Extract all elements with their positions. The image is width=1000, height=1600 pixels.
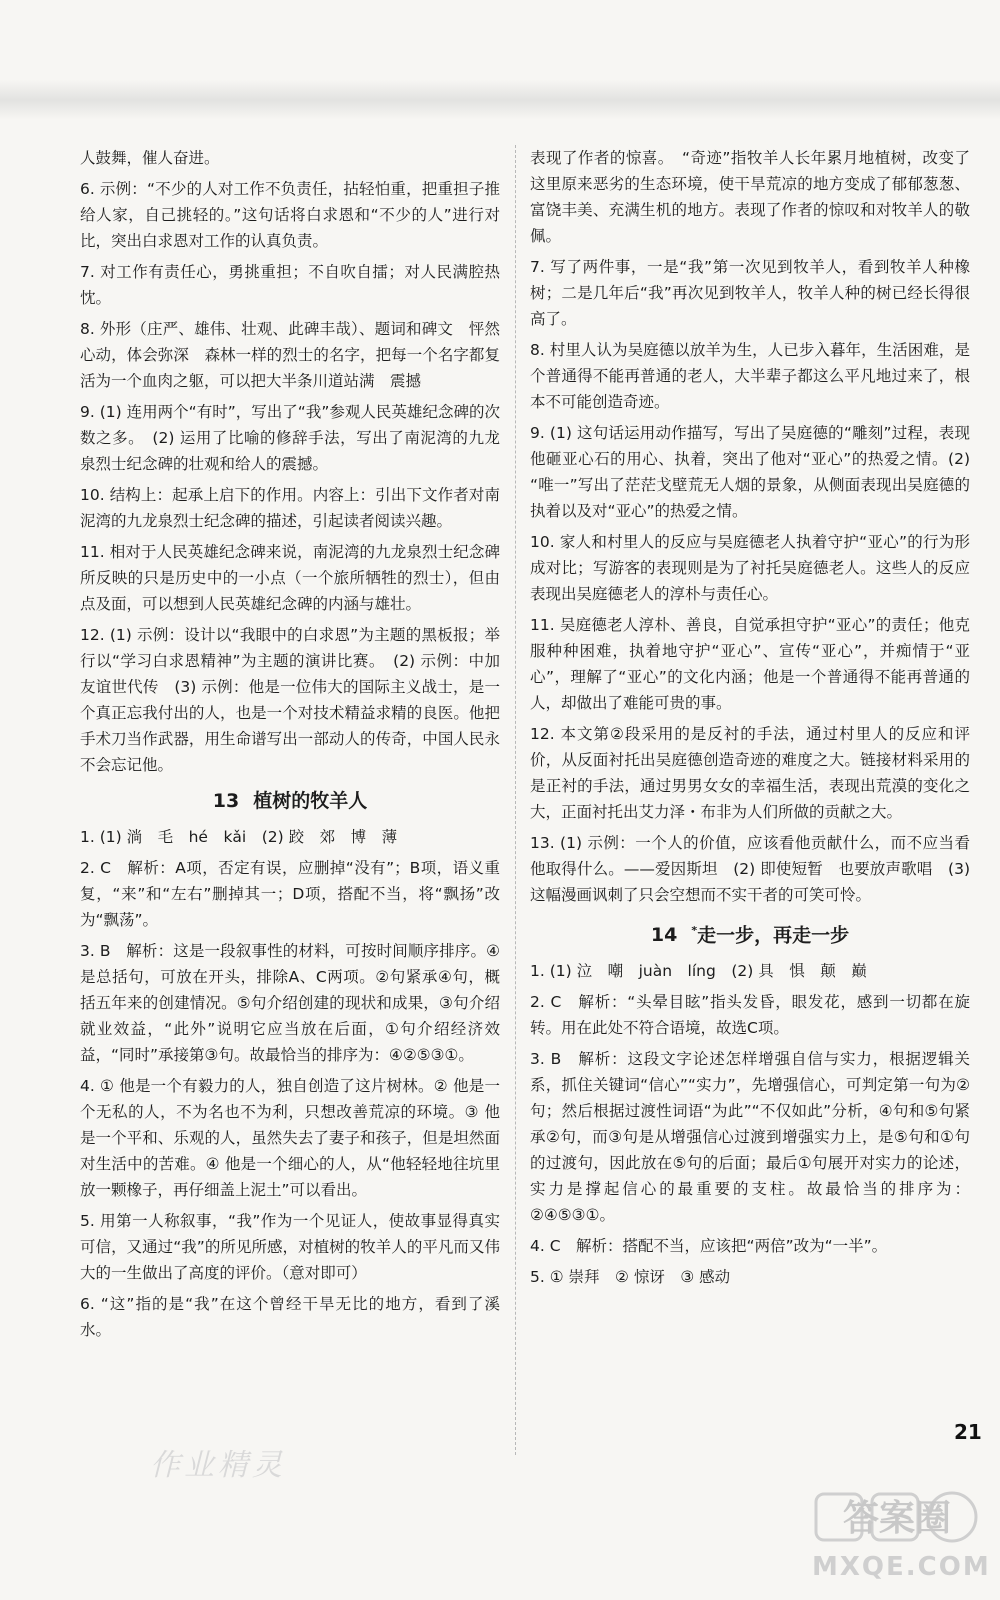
answer-paragraph: 11. 吴庭德老人淳朴、善良，自觉承担守护“亚心”的责任；他克服种种困难，执着地守护“亚心”、宣传“亚心”，并痴情于“亚心”，理解了“亚心”的文化内涵；他是一个普通得不能再普通的人，却做出了难能可贵的事。 [530, 616, 970, 712]
answer-paragraph: 11. 相对于人民英雄纪念碑来说，南泥湾的九龙泉烈士纪念碑所反映的只是历史中的一小点（一个旅所牺牲的烈士），但由点及面，可以想到人民英雄纪念碑的内涵与雄壮。 [80, 543, 500, 613]
column-divider [515, 145, 516, 1455]
answer-paragraph: 4. C 解析：搭配不当，应该把“两倍”改为“一半”。 [530, 1237, 888, 1256]
answer-paragraph: 13. (1) 示例：一个人的价值，应该看他贡献什么，而不应当看他取得什么。——爱因斯坦 (2) 即使短暂 也要放声歌唱 (3) 这幅漫画讽刺了只会空想而不实干者的可笑可怜。 [530, 834, 970, 904]
answer-paragraph: 表现了作者的惊喜。 “奇迹”指牧羊人长年累月地植树，改变了这里原来恶劣的生态环境，使干旱荒凉的地方变成了郁郁葱葱、富饶丰美、充满生机的地方。表现了作者的惊叹和对牧羊人的敬佩。 [530, 149, 970, 245]
answer-paragraph: 7. 写了两件事，一是“我”第一次见到牧羊人，看到牧羊人种橡树；二是几年后“我”再次见到牧羊人，牧羊人种的树已经长得很高了。 [530, 258, 970, 328]
section-heading [80, 786, 500, 816]
watermark-logo-text: 答案圈 [842, 1498, 952, 1539]
answer-paragraph: 3. B 解析：这段文字论述怎样增强自信与实力，根据逻辑关系，抓住关键词“信心”“实力”，先增强信心，可判定第一句为②句；然后根据过渡性词语“为此”“不仅如此”分析，④句和⑤句紧承②句，而③句是从增强信心过渡到增强实力上，是⑤句和①句的过渡句，因此放在⑤句的后面；最后①句展开对实力的论述，实力是撑起信心的最重要的支柱。故最恰当的排序为：②④⑤③①。 [530, 1050, 970, 1225]
watermark-url: MXQE.COM [812, 1552, 991, 1582]
watermark-logo [812, 1488, 982, 1548]
answer-paragraph: 3. B 解析：这是一段叙事性的材料，可按时间顺序排序。④是总括句，可放在开头，排除A、C两项。②句紧承④句，概括五年来的创建情况。⑤句介绍创建的现状和成果，③句介绍就业效益，“此外”说明它应当放在后面，①句介绍经济效益，“同时”承接第③句。故最恰当的排序为：④②⑤③①。 [80, 942, 500, 1064]
answer-paragraph: 7. 对工作有责任心，勇挑重担；不自吹自擂；对人民满腔热忱。 [80, 263, 500, 307]
answer-paragraph: 10. 结构上：起承上启下的作用。内容上：引出下文作者对南泥湾的九龙泉烈士纪念碑的描述，引起读者阅读兴趣。 [80, 486, 500, 530]
answer-paragraph: 2. C 解析：A项，否定有误，应删掉“没有”；B项，语义重复，“来”和“左右”删掉其一；D项，搭配不当，将“飘扬”改为“飘荡”。 [80, 859, 500, 929]
answer-paragraph: 4. ① 他是一个有毅力的人，独自创造了这片树林。② 他是一个无私的人，不为名也不为利，只想改善荒凉的环境。③ 他是一个平和、乐观的人，虽然失去了妻子和孩子，但是坦然面对生活中的苦难。④ 他是一个细心的人，从“他轻轻地往坑里放一颗橡子，再仔细盖上泥土”可以看出。 [80, 1077, 500, 1199]
answer-paragraph: 9. (1) 连用两个“有时”，写出了“我”参观人民英雄纪念碑的次数之多。 (2) 运用了比喻的修辞手法，写出了南泥湾的九龙泉烈士纪念碑的壮观和给人的震撼。 [80, 403, 500, 473]
optional-marker: * [691, 924, 698, 937]
section-number: 13 [212, 790, 240, 812]
section-number: 14 [650, 924, 678, 947]
answer-paragraph: 5. 用第一人称叙事，“我”作为一个见证人，使故事显得真实可信，又通过“我”的所见所感，对植树的牧羊人的平凡而又伟大的一生做出了高度的评价。（意对即可） [80, 1212, 500, 1282]
page-number: 21 [954, 1420, 982, 1444]
answer-paragraph: 1. (1) 泣 嘲 juàn líng (2) 具 惧 颠 巅 [530, 962, 867, 981]
right-column [530, 145, 970, 1295]
answer-paragraph: 9. (1) 这句话运用动作描写，写出了吴庭德的“雕刻”过程，表现他砸亚心石的用心、执着，突出了他对“亚心”的热爱之情。(2) “唯一”写出了茫茫戈壁荒无人烟的景象，从侧面表现出吴庭德的执着以及对“亚心”的热爱之情。 [530, 424, 970, 520]
watermark-text: 作业精灵 [150, 1448, 286, 1483]
answer-paragraph: 2. C 解析：“头晕目眩”指头发昏，眼发花，感到一切都在旋转。用在此处不符合语境，故选C项。 [530, 993, 970, 1038]
section-heading [530, 916, 970, 950]
answer-paragraph: 10. 家人和村里人的反应与吴庭德老人执着守护“亚心”的行为形成对比；写游客的表现则是为了衬托吴庭德老人。这些人的反应表现出吴庭德老人的淳朴与责任心。 [530, 533, 970, 603]
answer-paragraph: 12. 本文第②段采用的是反衬的手法，通过村里人的反应和评价，从反面衬托出吴庭德创造奇迹的难度之大。链接材料采用的是正衬的手法，通过男男女女的幸福生活，表现出荒漠的变化之大，正面衬托出艾力泽・布非为人们所做的贡献之大。 [530, 725, 970, 821]
section-title: 走一步，再走一步 [697, 924, 850, 947]
answer-paragraph: 8. 外形（庄严、雄伟、壮观、此碑丰哉）、题词和碑文 怦然心动，体会弥深 森林一样的烈士的名字，把每一个名字都复活为一个血肉之躯，可以把大半条川道站满 震撼 [80, 320, 500, 390]
answer-paragraph: 8. 村里人认为吴庭德以放羊为生，人已步入暮年，生活困难，是个普通得不能再普通的老人，大半辈子都这么平凡地过来了，根本不可能创造奇迹。 [530, 341, 970, 411]
section-title: 植树的牧羊人 [253, 790, 368, 812]
scan-shadow-band [0, 80, 1000, 120]
answer-paragraph: 1. (1) 淌 毛 hé kǎi (2) 跤 郊 博 薄 [80, 828, 398, 846]
answer-paragraph: 人鼓舞，催人奋进。 [80, 149, 220, 167]
answer-paragraph: 6. “这”指的是“我”在这个曾经干旱无比的地方，看到了溪水。 [80, 1295, 500, 1339]
answer-paragraph: 6. 示例：“不少的人对工作不负责任，拈轻怕重，把重担子推给人家，自己挑轻的。”这句话将白求恩和“不少的人”进行对比，突出白求恩对工作的认真负责。 [80, 180, 500, 250]
answer-paragraph: 5. ① 崇拜 ② 惊讶 ③ 感动 [530, 1268, 731, 1287]
left-column [80, 145, 500, 1348]
answer-paragraph: 12. (1) 示例：设计以“我眼中的白求恩”为主题的黑板报；举行以“学习白求恩精神”为主题的演讲比赛。 (2) 示例：中加友谊世代传 (3) 示例：他是一位伟大的国际主义战士，是一个真正忘我付出的人，也是一个对技术精益求精的良医。他把手术刀当作武器，用生命谱写出一部动人的传奇，中国人民永不会忘记他。 [80, 626, 500, 774]
